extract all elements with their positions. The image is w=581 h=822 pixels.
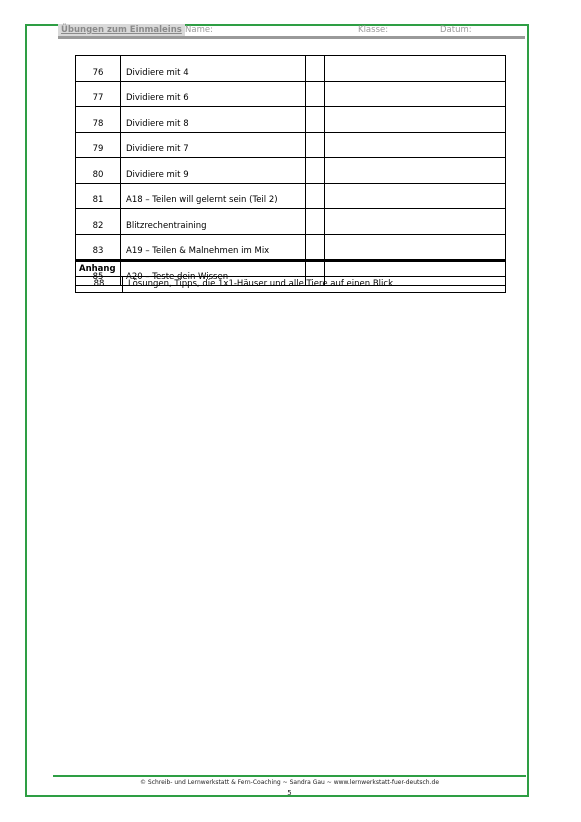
notes-cell[interactable] xyxy=(325,81,506,107)
topic-cell: Dividiere mit 4 xyxy=(121,56,306,82)
topic-cell: Lösungen, Tipps, die 1x1-Häuser und alle Tiere auf einen Blick xyxy=(123,277,506,293)
notes-cell[interactable] xyxy=(325,234,506,260)
checkbox-cell[interactable] xyxy=(306,158,325,184)
page-number-cell: 77 xyxy=(76,81,121,107)
worksheet-title: Übungen zum Einmaleins xyxy=(58,24,185,36)
page-number-cell: 76 xyxy=(76,56,121,82)
notes-cell[interactable] xyxy=(325,132,506,158)
class-label: Klasse: xyxy=(358,25,389,35)
appendix-heading: Anhang xyxy=(76,261,506,277)
table-row xyxy=(76,56,506,82)
checkbox-cell[interactable] xyxy=(306,209,325,235)
checkbox-cell[interactable] xyxy=(306,81,325,107)
topic-cell: A18 – Teilen will gelernt sein (Teil 2) xyxy=(121,183,306,209)
notes-cell[interactable] xyxy=(325,56,506,82)
topic-cell: Dividiere mit 7 xyxy=(121,132,306,158)
table-row xyxy=(76,183,506,209)
page-number-cell: 79 xyxy=(76,132,121,158)
table-row xyxy=(76,107,506,133)
footer-copyright: © Schreib- und Lernwerkstatt & Fern-Coaching ~ Sandra Gau ~ www.lernwerkstatt-fuer-deutsch.de xyxy=(139,779,440,786)
page-number-cell: 78 xyxy=(76,107,121,133)
topic-cell: Dividiere mit 9 xyxy=(121,158,306,184)
name-label: Name: xyxy=(185,25,213,35)
notes-cell[interactable] xyxy=(325,183,506,209)
topic-cell: Dividiere mit 8 xyxy=(121,107,306,133)
contents-table xyxy=(75,55,506,286)
table-row xyxy=(76,277,506,293)
table-row xyxy=(76,234,506,260)
checkbox-cell[interactable] xyxy=(306,56,325,82)
table-row xyxy=(76,81,506,107)
topic-cell: A20 – Teste dein Wissen xyxy=(121,260,306,286)
checkbox-cell[interactable] xyxy=(306,183,325,209)
page-number-cell: 80 xyxy=(76,158,121,184)
notes-cell[interactable] xyxy=(325,107,506,133)
section-row xyxy=(76,261,506,277)
checkbox-cell[interactable] xyxy=(306,234,325,260)
page-number-cell: 85 xyxy=(76,260,121,286)
header-divider xyxy=(58,36,525,39)
page-number: 5 xyxy=(287,789,292,797)
notes-cell[interactable] xyxy=(325,158,506,184)
date-label: Datum: xyxy=(440,25,472,35)
table-row xyxy=(76,209,506,235)
page-number-cell: 81 xyxy=(76,183,121,209)
page-number-cell: 82 xyxy=(76,209,121,235)
topic-cell: Blitzrechentraining xyxy=(121,209,306,235)
table-row xyxy=(76,132,506,158)
footer-divider xyxy=(53,775,526,777)
table-row xyxy=(76,158,506,184)
checkbox-cell[interactable] xyxy=(306,132,325,158)
page-number-cell: 83 xyxy=(76,234,121,260)
checkbox-cell[interactable] xyxy=(306,107,325,133)
appendix-table xyxy=(75,260,506,293)
notes-cell[interactable] xyxy=(325,209,506,235)
page-number-cell: 88 xyxy=(76,277,123,293)
topic-cell: Dividiere mit 6 xyxy=(121,81,306,107)
topic-cell: A19 – Teilen & Malnehmen im Mix xyxy=(121,234,306,260)
